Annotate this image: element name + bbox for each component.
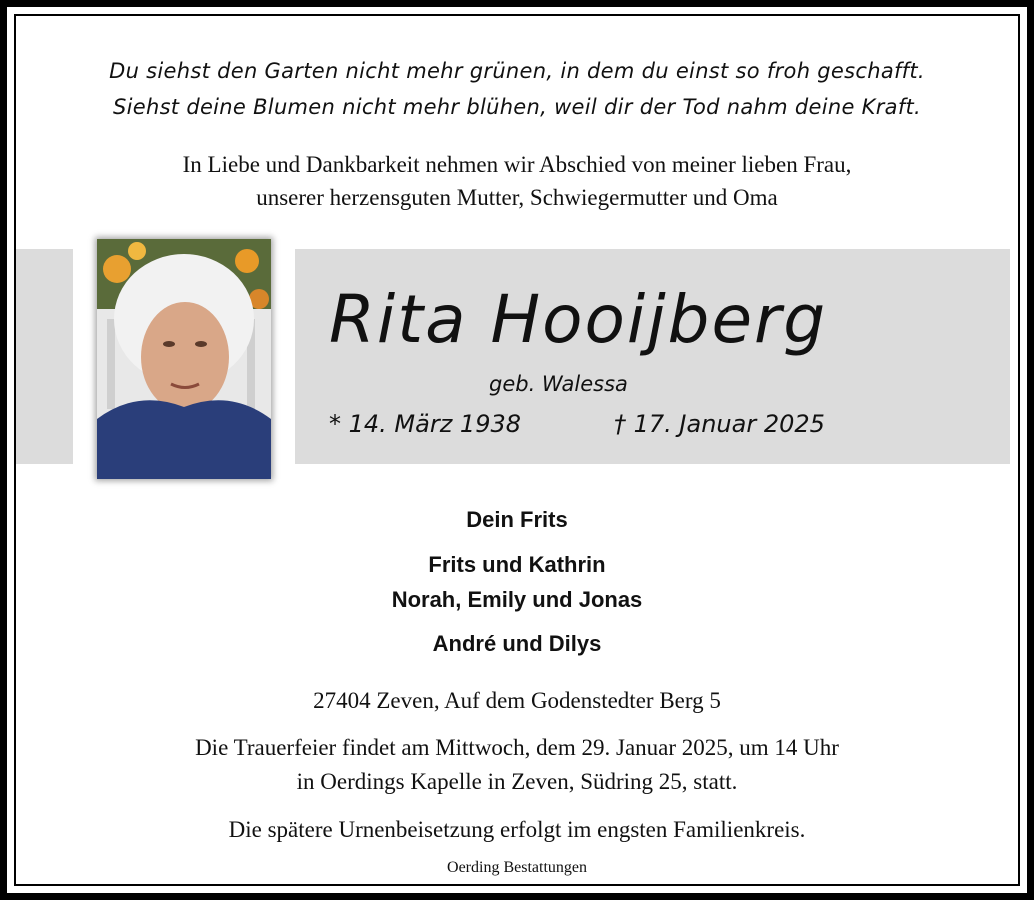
family-line-2: Frits und Kathrin [428, 552, 606, 577]
obituary-card [7, 7, 1027, 893]
address: 27404 Zeven, Auf dem Godenstedter Berg 5 [313, 688, 721, 713]
portrait-photo [97, 239, 271, 479]
poem-line-2: Siehst deine Blumen nicht mehr blühen, weil dir der Tod nahm deine Kraft. [112, 95, 922, 119]
maiden-name: geb. Walessa [489, 372, 628, 396]
poem-line-1: Du siehst den Garten nicht mehr grünen, in dem du einst so froh geschafft. [109, 59, 925, 83]
service-line-2: in Oerdings Kapelle in Zeven, Südring 25, statt. [296, 769, 738, 794]
death-date: † 17. Januar 2025 [614, 410, 825, 438]
intro-line-2: unserer herzensguten Mutter, Schwiegermutter und Oma [256, 185, 778, 210]
family-line-4: André und Dilys [432, 631, 602, 656]
deceased-name: Rita Hooijberg [329, 281, 828, 358]
burial-note: Die spätere Urnenbeisetzung erfolgt im engsten Familienkreis. [228, 817, 806, 842]
undertaker: Oerding Bestattungen [447, 859, 587, 876]
intro-line-1: In Liebe und Dankbarkeit nehmen wir Abschied von meiner lieben Frau, [182, 152, 852, 177]
grey-band-left [16, 249, 73, 464]
family-line-3: Norah, Emily und Jonas [391, 587, 643, 612]
portrait-image [97, 239, 271, 479]
service-line-1: Die Trauerfeier findet am Mittwoch, dem 29. Januar 2025, um 14 Uhr [195, 735, 839, 760]
birth-date: * 14. März 1938 [329, 410, 522, 438]
family-line-1: Dein Frits [466, 507, 568, 532]
